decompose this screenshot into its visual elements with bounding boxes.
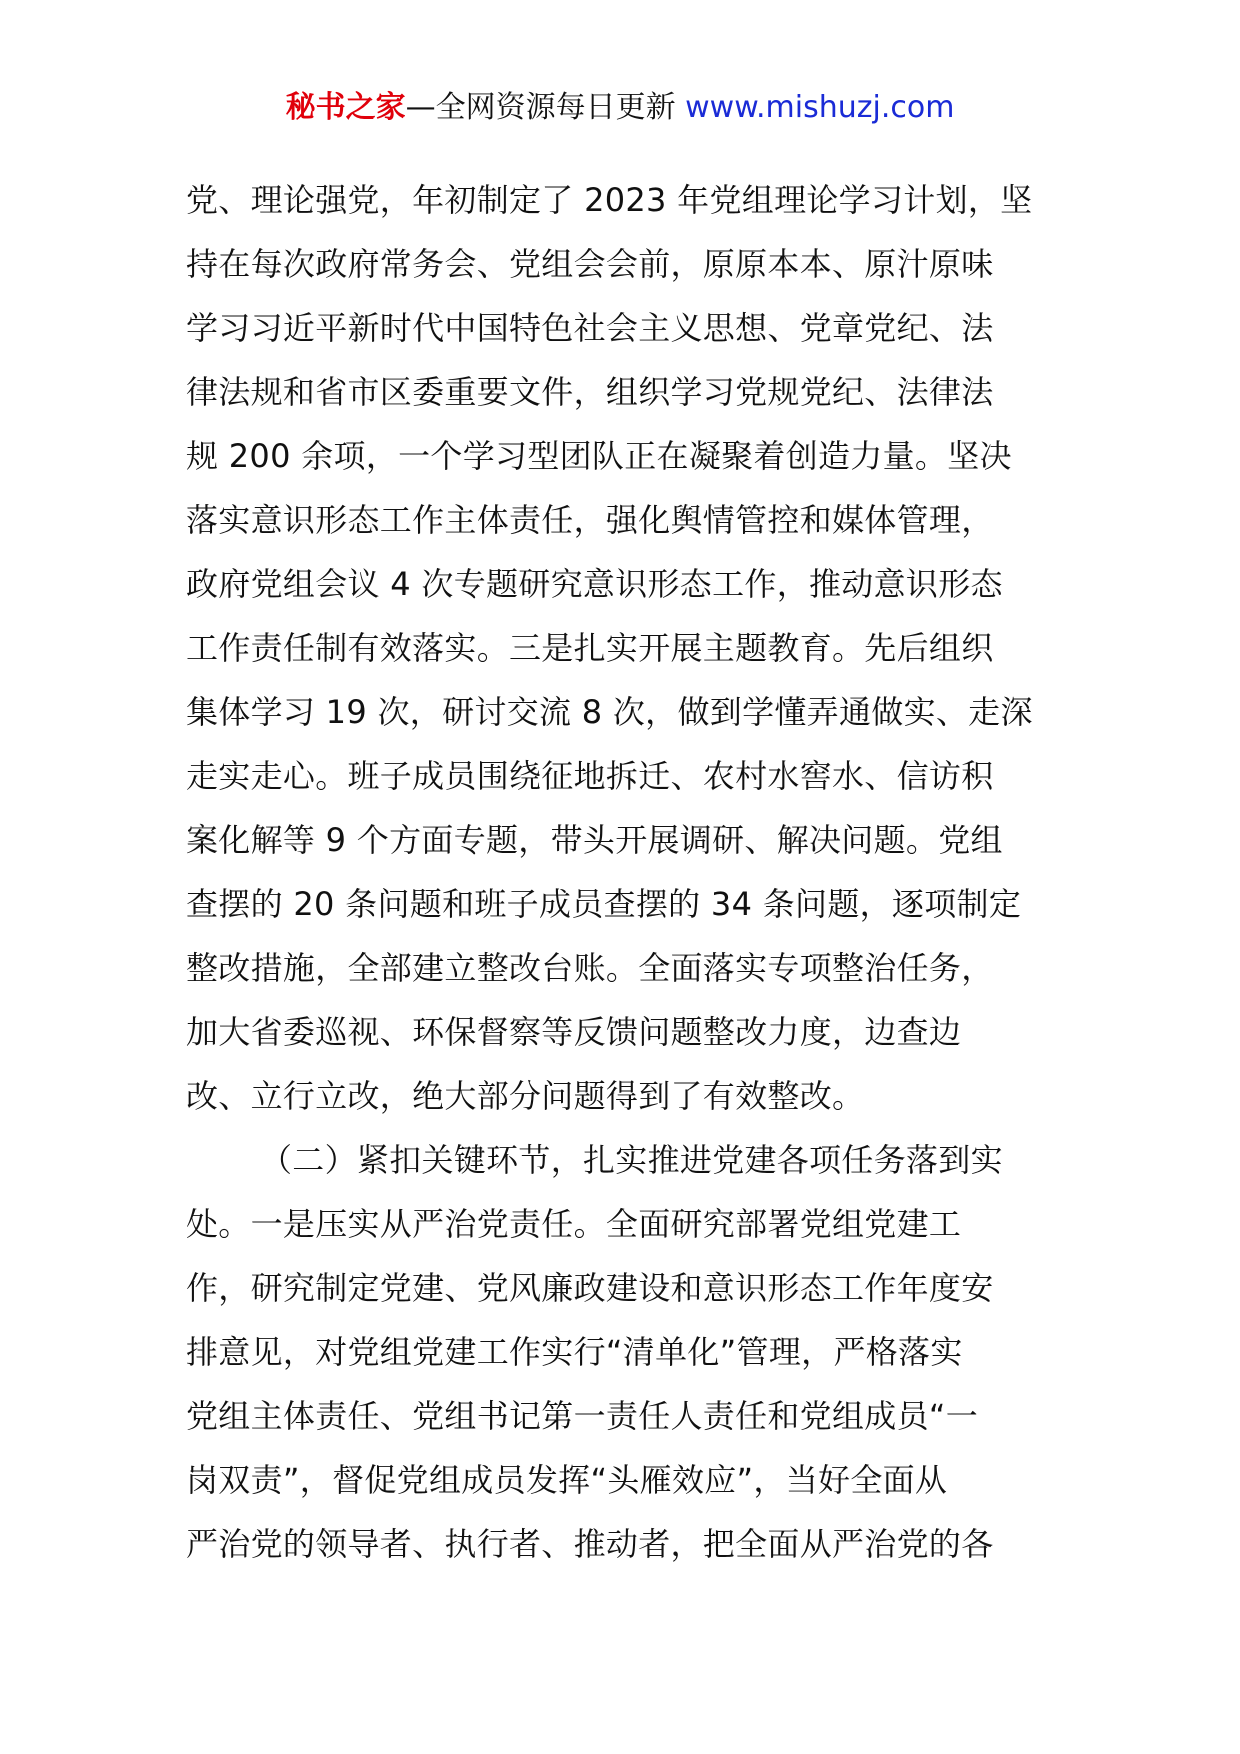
- text-line: 查摆的 20 条问题和班子成员查摆的 34 条问题，逐项制定: [186, 885, 1022, 923]
- text-line: 岗双责”，督促党组成员发挥“头雁效应”，当好全面从: [186, 1461, 948, 1499]
- text-line: 严治党的领导者、执行者、推动者，把全面从严治党的各: [186, 1525, 994, 1563]
- text-line: 持在每次政府常务会、党组会会前，原原本本、原汁原味: [186, 245, 994, 283]
- text-line: 规 200 余项，一个学习型团队正在凝聚着创造力量。坚决: [186, 437, 1012, 475]
- site-url-link[interactable]: www.mishuzj.com: [685, 90, 955, 125]
- section-heading-line: （二）紧扣关键环节，扎实推进党建各项任务落到实: [260, 1141, 1003, 1179]
- site-brand: 秘书之家: [285, 90, 406, 125]
- text-line: 学习习近平新时代中国特色社会主义思想、党章党纪、法: [186, 309, 994, 347]
- text-line: 律法规和省市区委重要文件，组织学习党规党纪、法律法: [186, 373, 994, 411]
- text-line: 集体学习 19 次，研讨交流 8 次，做到学懂弄通做实、走深: [186, 693, 1033, 731]
- text-line: 改、立行立改，绝大部分问题得到了有效整改。: [186, 1077, 865, 1115]
- text-line: 党、理论强党，年初制定了 2023 年党组理论学习计划，坚: [186, 181, 1033, 219]
- text-line: 政府党组会议 4 次专题研究意识形态工作，推动意识形态: [186, 565, 1003, 603]
- text-line: 处。一是压实从严治党责任。全面研究部署党组党建工: [186, 1205, 962, 1243]
- text-line: 走实走心。班子成员围绕征地拆迁、农村水窖水、信访积: [186, 757, 994, 795]
- site-header: [0, 88, 1240, 128]
- document-body: [186, 168, 1066, 1576]
- text-line: 加大省委巡视、环保督察等反馈问题整改力度，边查边: [186, 1013, 962, 1051]
- text-line: 党组主体责任、党组书记第一责任人责任和党组成员“一: [186, 1397, 979, 1435]
- text-line: 案化解等 9 个方面专题，带头开展调研、解决问题。党组: [186, 821, 1003, 859]
- text-line: 排意见，对党组党建工作实行“清单化”管理，严格落实: [186, 1333, 963, 1371]
- text-line: 落实意识形态工作主体责任，强化舆情管控和媒体管理，: [186, 501, 994, 539]
- text-line: 整改措施，全部建立整改台账。全面落实专项整治任务，: [186, 949, 994, 987]
- site-tagline: —全网资源每日更新: [405, 90, 676, 125]
- text-line: 作，研究制定党建、党风廉政建设和意识形态工作年度安: [186, 1269, 994, 1307]
- text-line: 工作责任制有效落实。三是扎实开展主题教育。先后组织: [186, 629, 994, 667]
